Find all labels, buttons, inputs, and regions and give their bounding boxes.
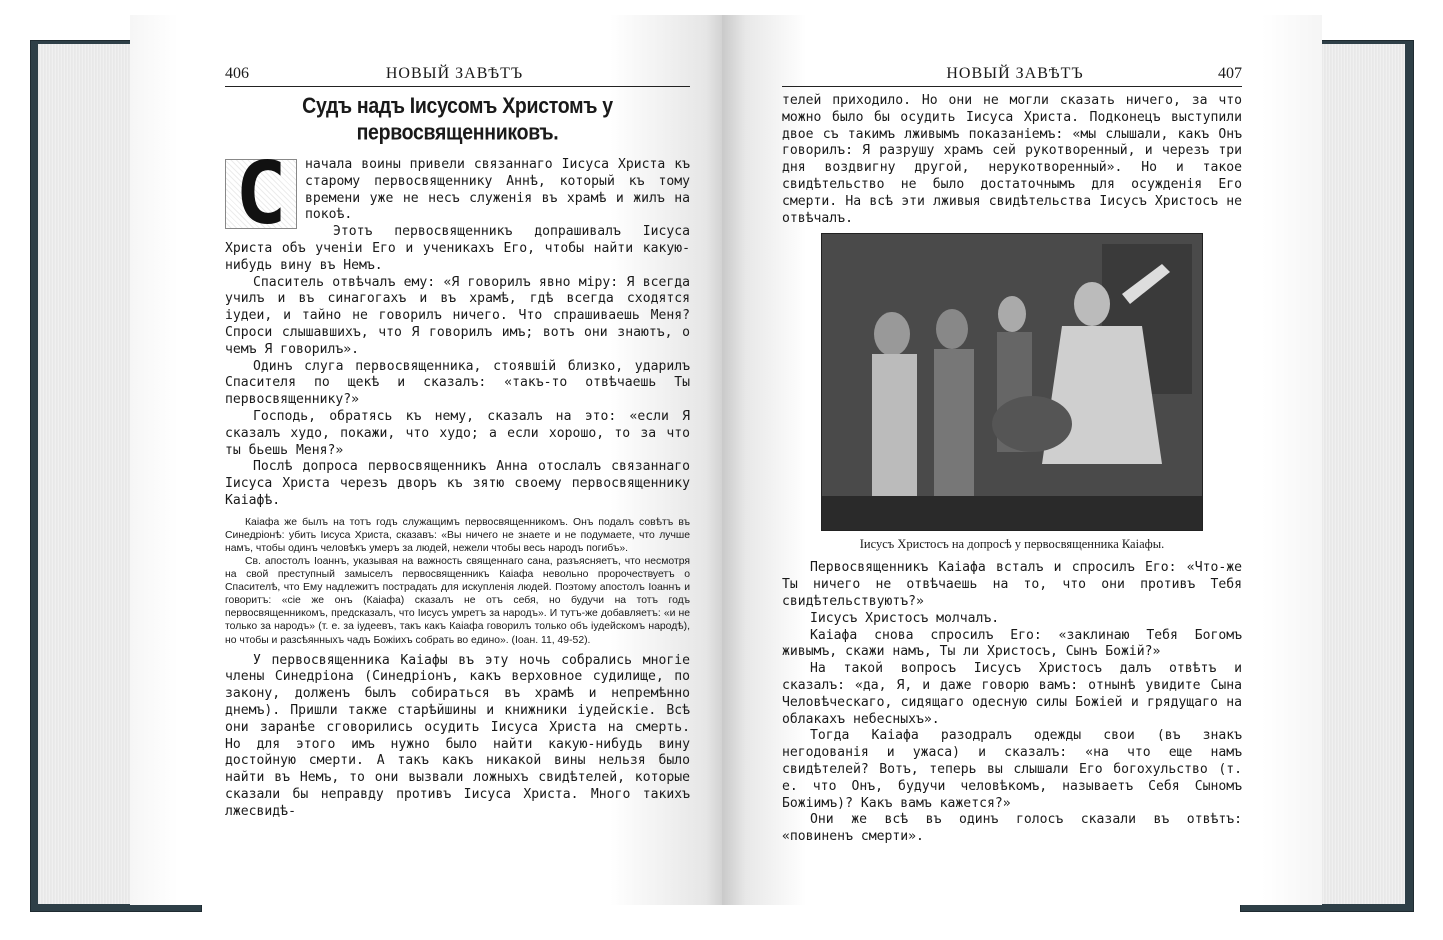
note-paragraph: Каіафа же былъ на тотъ годъ служащимъ первосвященникомъ. Онъ подалъ совѣтъ въ Синедріонѣ: убить Іисуса Христа, сказавъ: «Вы ничего не знаете и не подумаете, что лучше намъ, чтобы одинъ человѣкъ умеръ за людей, нежели чтобы весь народъ погибъ». <box>225 516 690 554</box>
paragraph: Первосвященникъ Каіафа всталъ и спросилъ Его: «Что-же Ты ничего не отвѣчаешь на то, что они противъ Тебя свидѣтельствуютъ?» <box>782 560 1242 609</box>
paragraph: На такой вопросъ Іисусъ Христосъ далъ отвѣтъ и сказалъ: «да, Я, и даже говорю вамъ: отнынѣ увидите Сына Человѣческаго, сидящаго одесную силы Божіей и грядущаго на облакахъ небесныхъ». <box>782 661 1242 727</box>
left-body-text <box>225 144 690 510</box>
paragraph: Господь, обратясь къ нему, сказалъ на это: «если Я сказалъ худо, покажи, что худо; а если хорошо, то за что ты бьешь Меня?» <box>225 408 690 458</box>
paragraph: Тогда Каіафа разодралъ одежды свои (въ знакъ негодованія и ужаса) и сказалъ: «на что еще намъ свидѣтелей? Вотъ, теперь вы слышали Его богохульство (т. е. что Онъ, будучи человѣкомъ, называетъ Себя Сыномъ Божіимъ)? Какъ вамъ кажется?» <box>782 728 1242 811</box>
left-running-head <box>225 65 690 87</box>
note-paragraph: Св. апостолъ Іоаннъ, указывая на важность священнаго сана, разъясняетъ, что несмотря на свой преступный замыселъ первосвященникъ Каіафа невольно пророчествуетъ о Спасителѣ, что Ему надлежитъ пострадать для искупленія людей. Поэтому апостолъ Іоаннъ и говоритъ: «сіе же онъ (Каіафа) сказалъ не отъ себя, но будучи на тотъ годъ первосвященникомъ, предсказалъ, что Іисусъ умретъ за народъ». И тутъ-же добавляетъ: «и не только за народъ» (т. е. за іудеевъ, такъ какъ Каіафа говорилъ только объ іудейскомъ народѣ), но чтобы и разсѣянныхъ чадъ Божіихъ собрать во едино». (Іоан. 11, 49-52). <box>225 556 690 646</box>
paragraph: У первосвященника Каіафы въ эту ночь собрались многіе члены Синедріона (Синедріонъ, какъ верховное судилище, по закону, долженъ былъ собираться въ храмѣ и непремѣнно днемъ). Пришли также старѣйшины и книжники іудейскіе. Всѣ они заранѣе сговорились осудить Іисуса Христа на смерть. Но для этого имъ нужно было найти какую-нибудь вину достойную смерти. А такъ какъ никакой вины нельзя было найти въ Немъ, то они вызвали ложныхъ свидѣтелей, которые сказали бы неправду противъ Іисуса Христа. Много такихъ лжесвидѣ- <box>225 652 690 819</box>
engraving-illustration <box>821 233 1203 531</box>
paragraph: Каіафа снова спросилъ Его: «заклинаю Тебя Богомъ живымъ, скажи намъ, Ты ли Христосъ, Сынъ Божій?» <box>782 627 1242 660</box>
right-running-head <box>782 65 1242 87</box>
paragraph: телей приходило. Но они не могли сказать ничего, за что можно было бы осудить Іисуса Христа. Подконецъ выступили двое съ такимъ лживымъ показаніемъ: «мы слышали, какъ Онъ говорилъ: Я разрушу храмъ сей рукотворенный, и черезъ три дня воздвигну другой, нерукотворенный». Но и такое свидѣтельство не было достаточнымъ для осужденія Его смерти. На всѣ эти лживыя свидѣтельства Іисусъ Христосъ не отвѣчалъ. <box>782 93 1242 226</box>
right-body-text-continued <box>782 560 1242 846</box>
left-running-title: НОВЫЙ ЗАВѢТЪ <box>385 65 524 82</box>
left-page-number: 406 <box>225 65 249 82</box>
chapter-title: Судъ надъ Іисусомъ Христомъ у первосвященниковъ. <box>302 93 613 146</box>
illustration-caption: Іисусъ Христосъ на допросѣ у первосвященника Каіафы. <box>859 537 1165 552</box>
paragraph: Одинъ слуга первосвященника, стоявшій близко, ударилъ Спасителя по щекѣ и сказалъ: «такъ-то отвѣчаешь Ты первосвященнику?» <box>225 358 690 408</box>
engraving-figures <box>822 234 1202 530</box>
right-page <box>722 15 1322 905</box>
paragraph: Спаситель отвѣчалъ ему: «Я говорилъ явно міру: Я всегда училъ и въ синагогахъ и въ храмѣ, гдѣ всегда сходятся іудеи, и тайно не говорилъ ничего. Что спрашиваешь Меня? Спроси слышавшихъ, что Я говорилъ имъ; вотъ они знаютъ, о чемъ Я говорилъ». <box>225 274 690 357</box>
right-page-number: 407 <box>1218 65 1242 82</box>
left-page <box>130 15 730 905</box>
right-running-title: НОВЫЙ ЗАВѢТЪ <box>946 65 1084 82</box>
drop-cap: С <box>225 159 297 229</box>
right-body-text <box>782 93 1242 227</box>
paragraph: Іисусъ Христосъ молчалъ. <box>810 610 1000 626</box>
paragraph: Послѣ допроса первосвященникъ Анна отослалъ связаннаго Іисуса Христа черезъ дворъ къ зятю своему первосвященнику Каіафѣ. <box>225 459 690 508</box>
paragraph: начала воины привели связаннаго Іисуса Христа къ старому первосвященнику Аннѣ, который къ тому времени уже не несъ служенія въ храмѣ и жилъ на покоѣ. <box>305 157 690 223</box>
paragraph: Этотъ первосвященникъ допрашивалъ Іисуса Христа объ ученіи Его и ученикахъ Его, чтобы найти какую-нибудь вину въ Немъ. <box>225 224 690 273</box>
left-body-text-continued <box>225 653 690 821</box>
footnote-block <box>225 516 690 647</box>
paragraph: Они же всѣ въ одинъ голосъ сказали въ отвѣтъ: «повиненъ смерти». <box>782 812 1242 845</box>
